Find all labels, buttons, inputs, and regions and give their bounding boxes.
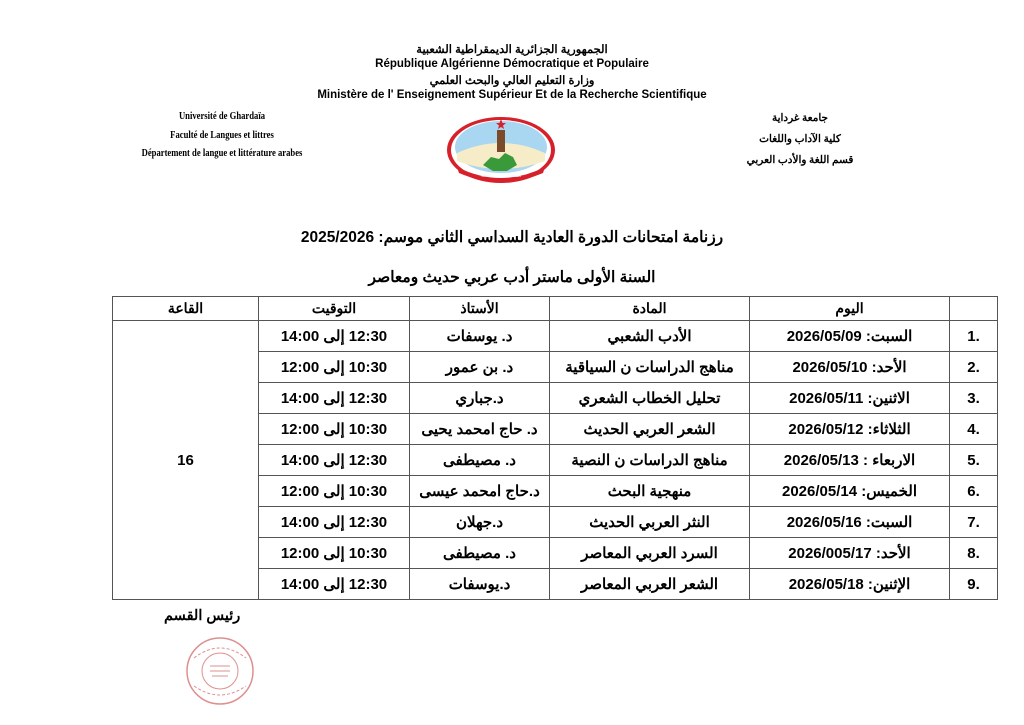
exam-professor: د.جباري	[410, 383, 550, 414]
row-number: 6.	[950, 476, 998, 507]
exam-subject: الشعر العربي الحديث	[550, 414, 750, 445]
republic-name-arabic: الجمهورية الجزائرية الديمقراطية الشعبية	[416, 44, 608, 56]
exam-professor: د.حاج امحمد عيسى	[410, 476, 550, 507]
exam-day: السبت: 2026/05/09	[750, 321, 950, 352]
exam-schedule-table	[112, 296, 998, 600]
exam-time: 10:30 إلى 12:00	[259, 476, 410, 507]
department-name-french: Département de langue et littérature arabes	[141, 148, 303, 159]
ministry-name-french: Ministère de l' Enseignement Supérieur Et de la Recherche Scientifique	[317, 89, 707, 101]
department-stamp-icon	[180, 636, 260, 706]
table-header-row	[113, 297, 998, 321]
row-number: 8.	[950, 538, 998, 569]
exam-professor: د.جهلان	[410, 507, 550, 538]
exam-time: 12:30 إلى 14:00	[259, 383, 410, 414]
exam-time: 12:30 إلى 14:00	[259, 321, 410, 352]
exam-time: 10:30 إلى 12:00	[259, 352, 410, 383]
exam-day: الثلاثاء: 2026/05/12	[750, 414, 950, 445]
exam-time: 10:30 إلى 12:00	[259, 538, 410, 569]
exam-subject: مناهج الدراسات ن النصية	[550, 445, 750, 476]
department-name-arabic: قسم اللغة والأدب العربي	[746, 155, 854, 166]
header-subject: المادة	[550, 297, 750, 321]
exam-professor: د. مصيطفى	[410, 538, 550, 569]
row-number: 3.	[950, 383, 998, 414]
exam-professor: د. بن عمور	[410, 352, 550, 383]
faculty-name-french: Faculté de Langues et littres	[170, 129, 274, 141]
exam-subject: النثر العربي الحديث	[550, 507, 750, 538]
header-number	[950, 297, 998, 321]
university-logo-icon	[443, 113, 559, 185]
exam-subject: الأدب الشعبي	[550, 321, 750, 352]
department-head-signature-label: رئيس القسم	[164, 608, 241, 624]
exam-schedule-title: رزنامة امتحانات الدورة العادية السداسي الثاني موسم: 2025/2026	[300, 229, 724, 246]
row-number: 2.	[950, 352, 998, 383]
exam-time: 10:30 إلى 12:00	[259, 414, 410, 445]
faculty-name-arabic: كلية الآداب واللغات	[759, 134, 841, 145]
republic-name-french: République Algérienne Démocratique et Populaire	[375, 58, 649, 70]
exam-professor: د. مصيطفى	[410, 445, 550, 476]
institution-arabic-block	[735, 112, 865, 175]
exam-day: الاربعاء : 2026/05/13	[750, 445, 950, 476]
exam-professor: د. حاج امحمد يحيى	[410, 414, 550, 445]
exam-subject: مناهج الدراسات ن السياقية	[550, 352, 750, 383]
exam-professor: د.يوسفات	[410, 569, 550, 600]
institution-french-block	[112, 112, 332, 168]
exam-day: السبت: 2026/05/16	[750, 507, 950, 538]
exam-professor: د. يوسفات	[410, 321, 550, 352]
exam-time: 12:30 إلى 14:00	[259, 507, 410, 538]
university-name-arabic: جامعة غرداية	[771, 113, 829, 124]
exam-day: الأحد: 2026/005/17	[750, 538, 950, 569]
header-time: التوقيت	[259, 297, 410, 321]
exam-subject: منهجية البحث	[550, 476, 750, 507]
exam-subject: السرد العربي المعاصر	[550, 538, 750, 569]
exam-time: 12:30 إلى 14:00	[259, 445, 410, 476]
exam-day: الإثنين: 2026/05/18	[750, 569, 950, 600]
exam-subject: الشعر العربي المعاصر	[550, 569, 750, 600]
exam-room: 16	[113, 321, 259, 600]
exam-time: 12:30 إلى 14:00	[259, 569, 410, 600]
exam-day: الخميس: 2026/05/14	[750, 476, 950, 507]
header-day: اليوم	[750, 297, 950, 321]
row-number: 1.	[950, 321, 998, 352]
university-name-french: Université de Ghardaïa	[178, 111, 266, 122]
row-number: 7.	[950, 507, 998, 538]
row-number: 5.	[950, 445, 998, 476]
logo-caption: University of Ghardaia	[481, 173, 521, 178]
exam-subject: تحليل الخطاب الشعري	[550, 383, 750, 414]
header-room: القاعة	[113, 297, 259, 321]
program-subtitle: السنة الأولى ماستر أدب عربي حديث ومعاصر	[368, 269, 656, 286]
exam-day: الأحد: 2026/05/10	[750, 352, 950, 383]
row-number: 4.	[950, 414, 998, 445]
ministry-name-arabic: وزارة التعليم العالي والبحث العلمي	[429, 75, 595, 87]
row-number: 9.	[950, 569, 998, 600]
exam-day: الاثنين: 2026/05/11	[750, 383, 950, 414]
table-row	[113, 321, 998, 352]
header-professor: الأستاذ	[410, 297, 550, 321]
